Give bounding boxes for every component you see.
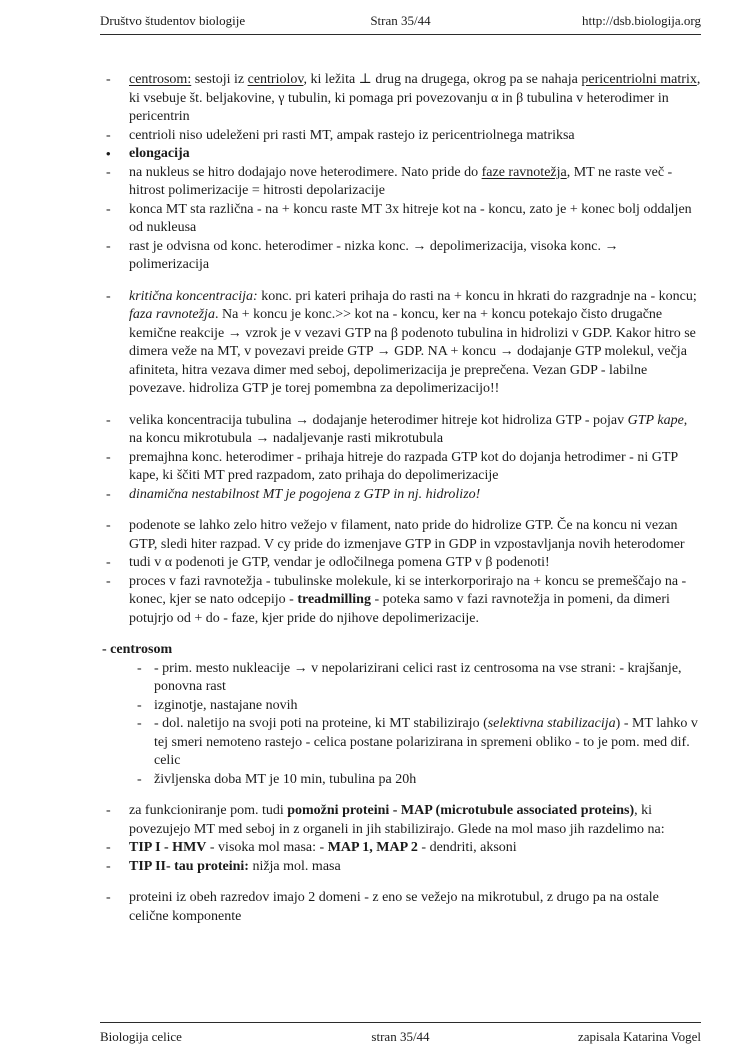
header-society-name: Društvo študentov biologije bbox=[100, 13, 246, 28]
list-item bbox=[100, 238, 701, 275]
item-text: podenote se lahko zelo hitro vežejo v filament, nato pride do hidrolize GTP. Če na koncu ni vezan GTP, sledi hiter razpad. V cy pride do izmenjave GTP in GDP in vzpostavljanja novih heterodomer bbox=[129, 518, 685, 552]
dash-marker: - bbox=[106, 518, 111, 533]
list-item bbox=[100, 858, 701, 877]
list-item bbox=[127, 697, 701, 716]
item-text: TIP II- tau proteini: nižja mol. masa bbox=[129, 858, 341, 874]
item-text: na nukleus se hitro dodajajo nove heterodimere. Nato pride do faze ravnotežja, MT ne raste več - hitrost polimerizacije = hitrosti depolarizacije bbox=[129, 164, 673, 198]
footer-author: zapisala Katarina Vogel bbox=[578, 1029, 701, 1044]
dash-marker: - bbox=[106, 238, 111, 254]
list-item bbox=[100, 201, 701, 238]
dash-marker: - bbox=[106, 288, 111, 304]
footer-page-number: stran 35/44 bbox=[371, 1029, 430, 1044]
list-item bbox=[100, 164, 701, 201]
dash-marker: - bbox=[137, 660, 142, 676]
list-item bbox=[100, 71, 701, 127]
dash-marker: - bbox=[106, 840, 111, 855]
header-url: http://dsb.biologija.org bbox=[582, 13, 701, 28]
list-item bbox=[100, 802, 701, 839]
item-text: centrosom: sestoji iz centriolov, ki ležita ⊥ drug na drugega, okrog pa se nahaja pericentriolni matrix, ki vsebuje št. beljakovine, γ tubulin, ki pomaga pri povezovanju α in β tubulina v heterodimer in pericentrin bbox=[129, 72, 701, 124]
item-text: za funkcioniranje pom. tudi pomožni proteini - MAP (microtubule associated proteins), ki povezujejo MT med seboj in z organeli in jih stabilizirajo. Glede na mol maso jih razdelimo na: bbox=[129, 803, 665, 837]
item-text: centrioli niso udeleženi pri rasti MT, ampak rastejo iz pericentriolnega matriksa bbox=[129, 127, 575, 143]
dash-marker: - bbox=[106, 127, 111, 143]
list-item bbox=[100, 839, 701, 858]
list-item bbox=[100, 449, 701, 486]
item-text: - dol. naletijo na svoji poti na proteine, ki MT stabilizirajo (selektivna stabilizacija) - MT lahko v tej smeri nemoteno rastejo - celica postane polarizirana in spremeni obliko - to je pom. med dif. celic bbox=[154, 716, 698, 768]
item-text: dinamična nestabilnost MT je pogojena z GTP in nj. hidrolizo! bbox=[129, 486, 481, 502]
dash-marker: - bbox=[106, 803, 111, 818]
bullet-marker: • bbox=[106, 146, 111, 161]
list-item bbox=[100, 517, 701, 554]
list-item bbox=[100, 889, 701, 926]
item-text: - prim. mesto nukleacije → v nepolarizirani celici rast iz centrosoma na vse strani: - krajšanje, ponovna rast bbox=[154, 660, 682, 694]
list-item bbox=[127, 771, 701, 790]
dash-marker: - bbox=[106, 72, 111, 87]
dash-marker: - bbox=[106, 858, 111, 874]
item-text: življenska doba MT je 10 min, tubulina pa 20h bbox=[154, 771, 417, 787]
list-item bbox=[127, 660, 701, 697]
list-item bbox=[100, 412, 701, 449]
footer-course-title: Biologija celice bbox=[100, 1029, 182, 1044]
item-text: velika koncentracija tubulina → dodajanje heterodimer hitreje kot hidroliza GTP - pojav GTP kape, na koncu mikrotubula → nadaljevanje rasti mikrotubula bbox=[129, 412, 688, 446]
item-text: premajhna konc. heterodimer - prihaja hitreje do razpada GTP kot do dojanja hetrodimer - ni GTP kape, ki ščiti MT pred razpadom, zato prihaja do depolimerizacije bbox=[129, 449, 678, 483]
dash-marker: - bbox=[106, 486, 111, 502]
dash-marker: - bbox=[106, 573, 111, 589]
dash-marker: - bbox=[106, 164, 111, 180]
page-header bbox=[100, 13, 701, 35]
item-text: tudi v α podenoti je GTP, vendar je odločilnega pomena GTP v β podenoti! bbox=[129, 555, 550, 570]
item-text: TIP I - HMV - visoka mol masa: - MAP 1, MAP 2 - dendriti, aksoni bbox=[129, 840, 517, 855]
list-item bbox=[100, 573, 701, 629]
dash-marker: - bbox=[106, 555, 111, 570]
list-item bbox=[127, 715, 701, 771]
list-item bbox=[100, 554, 701, 573]
section-heading bbox=[102, 641, 701, 660]
item-text: proces v fazi ravnotežja - tubulinske molekule, ki se interkorporirajo na + koncu se premeščajo na - konec, kjer se nato odcepijo - treadmilling - poteka samo v fazi ravnotežja in pomeni, da dimeri potujrjo od + do - faze, kjer pride do njihove depolimerizacije. bbox=[129, 573, 687, 626]
list-item bbox=[100, 145, 701, 164]
item-text: rast je odvisna od konc. heterodimer - nizka konc. → depolimerizacija, visoka konc. → polimerizacija bbox=[129, 238, 619, 272]
dash-marker: - bbox=[106, 890, 111, 905]
item-text: kritična koncentracija: konc. pri kateri prihaja do rasti na + koncu in hkrati do razgradnje na - koncu; faza ravnotežja. Na + koncu je konc.>> kot na - koncu, ker na + koncu potekajo čisto drugačne kemične reakcije → vzrok je v vezavi GTP na β podenoto tubulina in hidrolizi v GDP. Kakor hitro se dimera veže na MT, v povezavi preide GTP → GDP. NA + koncu → dodajanje GTP molekul, večja afiniteta, hitra vezava dimer med seboj, depolimerizacija je preprečena. Vezan GDP - labilne povezave. hidroliza GTP je torej pomembna za depolimerizacijo!! bbox=[129, 288, 697, 396]
dash-marker: - bbox=[137, 771, 142, 787]
dash-marker: - bbox=[137, 697, 142, 713]
item-text: proteini iz obeh razredov imajo 2 domeni - z eno se vežejo na mikrotubul, z drugo pa na ostale celične komponente bbox=[129, 890, 659, 924]
list-item bbox=[100, 127, 701, 146]
item-text: elongacija bbox=[129, 146, 190, 161]
item-text: - centrosom bbox=[102, 642, 173, 657]
dash-marker: - bbox=[137, 716, 142, 731]
list-item bbox=[100, 288, 701, 399]
item-text: konca MT sta različna - na + koncu raste MT 3x hitreje kot na - koncu, zato je + konec bolj oddaljen od nukleusa bbox=[129, 201, 692, 235]
dash-marker: - bbox=[106, 201, 111, 217]
header-page-number: Stran 35/44 bbox=[370, 13, 431, 28]
page-footer bbox=[100, 1022, 701, 1045]
dash-marker: - bbox=[106, 449, 111, 465]
list-item bbox=[100, 486, 701, 505]
item-text: izginotje, nastajane novih bbox=[154, 697, 298, 713]
document-body bbox=[100, 71, 701, 926]
dash-marker: - bbox=[106, 412, 111, 428]
